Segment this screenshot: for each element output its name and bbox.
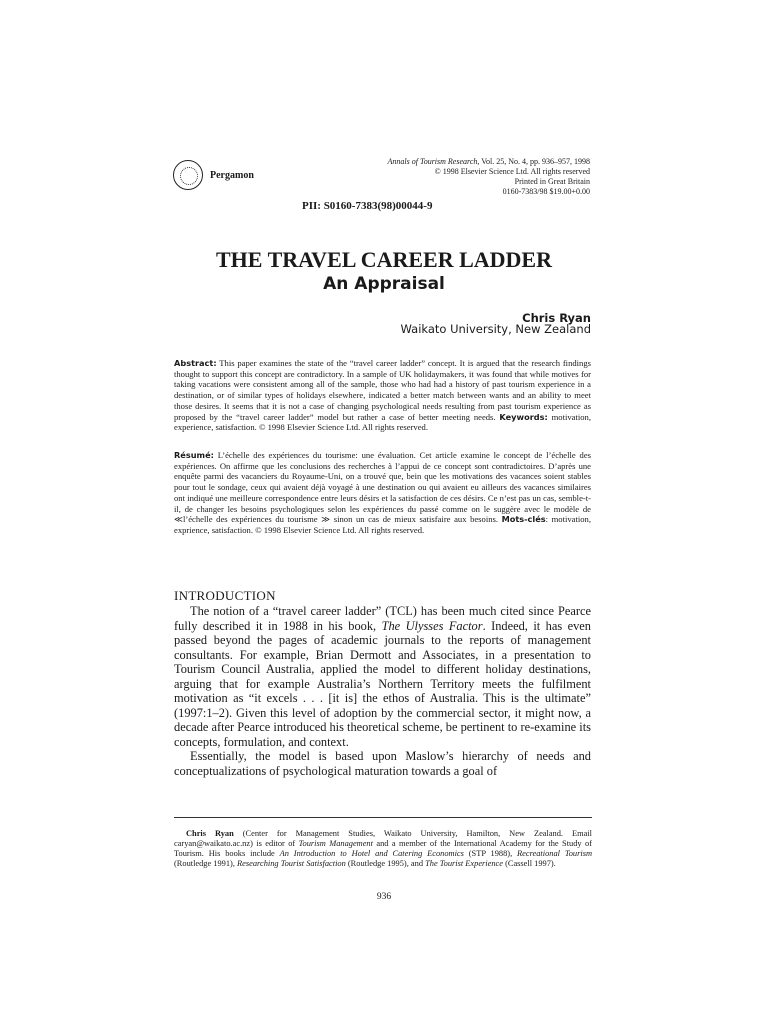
author-name: Chris Ryan [522,311,591,325]
mots-cles-label: Mots-clés [501,514,546,525]
footnote-book-1: An Introduction to Hotel and Catering Economics [279,848,464,858]
p1-book-title: The Ulysses Factor [381,618,483,633]
journal-citation [330,157,590,167]
p1-text-b: . Indeed, it has even passed beyond the pages of academic journals to the reports of management consultants. For example, Brian Dermott and Associates, in a presentation to Tourism Council Australia, applied the model to different holiday destinations, arguing that for example Australia’s Northern Territory meets the fulfilment motivation as “it excels . . . [it is] the ethos of Australia. This is the ultimate” (1997:1–2). Given this level of adoption by the commercial sector, it might now, a decade after Pearce introduced his theoretical scheme, be pertinent to re-examine its concepts, formulation, and context. [174,618,591,749]
footnote-journal: Tourism Management [298,838,373,848]
article-title: THE TRAVEL CAREER LADDER [216,247,552,272]
section-heading: INTRODUCTION [174,588,276,603]
resume-label: Résumé: [174,450,214,460]
footnote-author: Chris Ryan [186,829,234,838]
abstract-text: This paper examines the state of the “travel career ladder” concept. It is argued that the research findings thought to support this concept are contradictory. In a sample of UK holidaymakers, it was found that while motives for taking vacations were consistent among all of the sample, those who had had a history of past tourism experience in a destination, or of similar types of holidays elsewhere, indicated a better match between wants and an ability to meet those desires. It seems that it is not a case of changing psychological needs resulting from past tourism experience as proposed by the “travel career ladder” model but rather a case of better meeting needs. [174,358,591,422]
resume-text: L’échelle des expériences du tourisme: une évaluation. Cet article examine le concept de l’échelle des expériences. On affirme que les conclusions des recherches à l’appui de ce concept sont contradictoires. D’après une enquête parmi des vacanciers du Royaume-Uni, on a trouvé que, bein que les motivations des vacances soient stables pour tout le sondage, ceux qui avaient déjà voyagé à une destination ou qui avaient eu ailleurs des vacances similaires ont indiqué une meilleure correspondence entre leurs désirs et la satisfaction de ces désirs. Ce n’est pas un cas, semble-t-il, de changer les besoins psychologiques selon les expériences du passé comme on le suggère avec le modèle de ≪l’échelle des expériences du tourisme ≫ sinon un cas de mieux satisfaire aux besoins. [174,450,591,525]
mots-cles-text: : motivation, exprience, satisfaction. © 1998 Elsevier Science Ltd. All rights reserved. [174,514,591,535]
journal-volume: , Vol. 25, No. 4, pp. 936–957, 1998 [477,157,590,166]
resume [174,450,591,536]
paragraph-2: Essentially, the model is based upon Maslow’s hierarchy of needs and conceptualizations of psychological maturation towards a goal of [174,749,591,778]
issn-line: 0160-7383/98 $19.00+0.00 [502,187,590,196]
abstract [174,358,591,433]
footnote-text-a: (Center for Management Studies, Waikato University, Hamilton, New Zealand. Email caryan@waikato.ac.nz) is editor of [174,829,592,848]
copyright-line: © 1998 Elsevier Science Ltd. All rights reserved [434,167,590,176]
abstract-label: Abstract: [174,358,217,368]
keywords-label: Keywords: [499,411,548,422]
author-affiliation: Waikato University, New Zealand [400,322,591,336]
footnote-book-3: Researching Tourist Satisfaction [237,858,346,868]
pii-code: PII: S0160-7383(98)00044-9 [302,200,433,212]
body-text [174,604,591,778]
footnote-book-4: The Tourist Experience [425,858,503,868]
page-number: 936 [376,892,392,902]
footnote-book-2: Recreational Tourism [517,848,592,858]
p1-text-a: The notion of a “travel career ladder” (TCL) has been much cited since Pearce fully described it in 1988 in his book, [174,604,591,633]
footnote-text-b: and a member of the International Academy for the Study of Tourism. His books include [174,838,592,858]
footnote-text-c: (STP 1988), [463,848,518,858]
footnote-text-f: (Cassell 1997). [502,858,556,868]
author-footnote [174,829,592,869]
journal-title: Annals of Tourism Research [387,157,478,166]
paragraph-1 [174,604,591,749]
journal-info [330,157,590,197]
footnote-text-e: (Routledge 1995), and [345,858,426,868]
publisher-name: Pergamon [210,170,254,181]
printed-line: Printed in Great Britain [514,177,590,186]
article-subtitle: An Appraisal [323,274,445,294]
footnote-divider [174,817,592,818]
pergamon-logo [173,160,203,190]
footnote-text-d: (Routledge 1991), [174,858,238,868]
keywords-text: motivation, experience, satisfaction. © 1998 Elsevier Science Ltd. All rights reserved. [174,411,591,433]
